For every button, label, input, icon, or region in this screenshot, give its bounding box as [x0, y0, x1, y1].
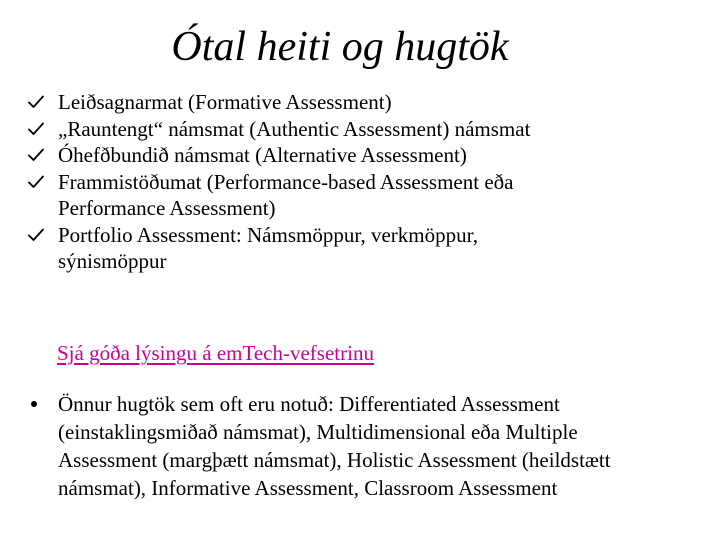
bullet-item-line: (einstaklingsmiðað námsmat), Multidimensional eða Multiple: [58, 420, 578, 444]
check-item-line: Portfolio Assessment: Námsmöppur, verkmöppur,: [58, 222, 479, 247]
bullet-dot-icon: [31, 401, 37, 407]
bullet-item: [28, 390, 611, 502]
check-item: [28, 89, 530, 116]
bullet-item-line: námsmat), Informative Assessment, Classroom Assessment: [58, 476, 558, 500]
check-list: [28, 89, 530, 275]
bullet-list: [28, 390, 611, 502]
check-item-line: sýnismöppur: [58, 249, 167, 273]
bullet-item-line: Assessment (margþætt námsmat), Holistic Assessment (heildstætt: [58, 448, 611, 472]
checkmark-icon: [28, 89, 48, 115]
checkmark-icon: [28, 116, 48, 142]
slide-title: Ótal heiti og hugtök: [171, 24, 509, 70]
bullet-item-line: Önnur hugtök sem oft eru notuð: Differentiated Assessment: [58, 392, 560, 416]
check-item: [28, 169, 530, 222]
checkmark-icon: [28, 142, 48, 168]
check-item-line: Óhefðbundið námsmat (Alternative Assessment): [58, 143, 467, 167]
check-item-line: „Rauntengt“ námsmat (Authentic Assessment) námsmat: [58, 116, 531, 141]
check-item: [28, 142, 530, 169]
check-item-line: Performance Assessment): [58, 196, 276, 220]
checkmark-icon: [28, 169, 48, 195]
check-item-line: Leiðsagnarmat (Formative Assessment): [58, 90, 392, 114]
check-item: [28, 222, 530, 275]
checkmark-icon: [28, 222, 48, 248]
check-item: [28, 116, 530, 143]
emtech-link[interactable]: Sjá góða lýsingu á emTech-vefsetrinu: [57, 341, 374, 365]
check-item-line: Frammistöðumat (Performance-based Assessment eða: [58, 169, 514, 194]
